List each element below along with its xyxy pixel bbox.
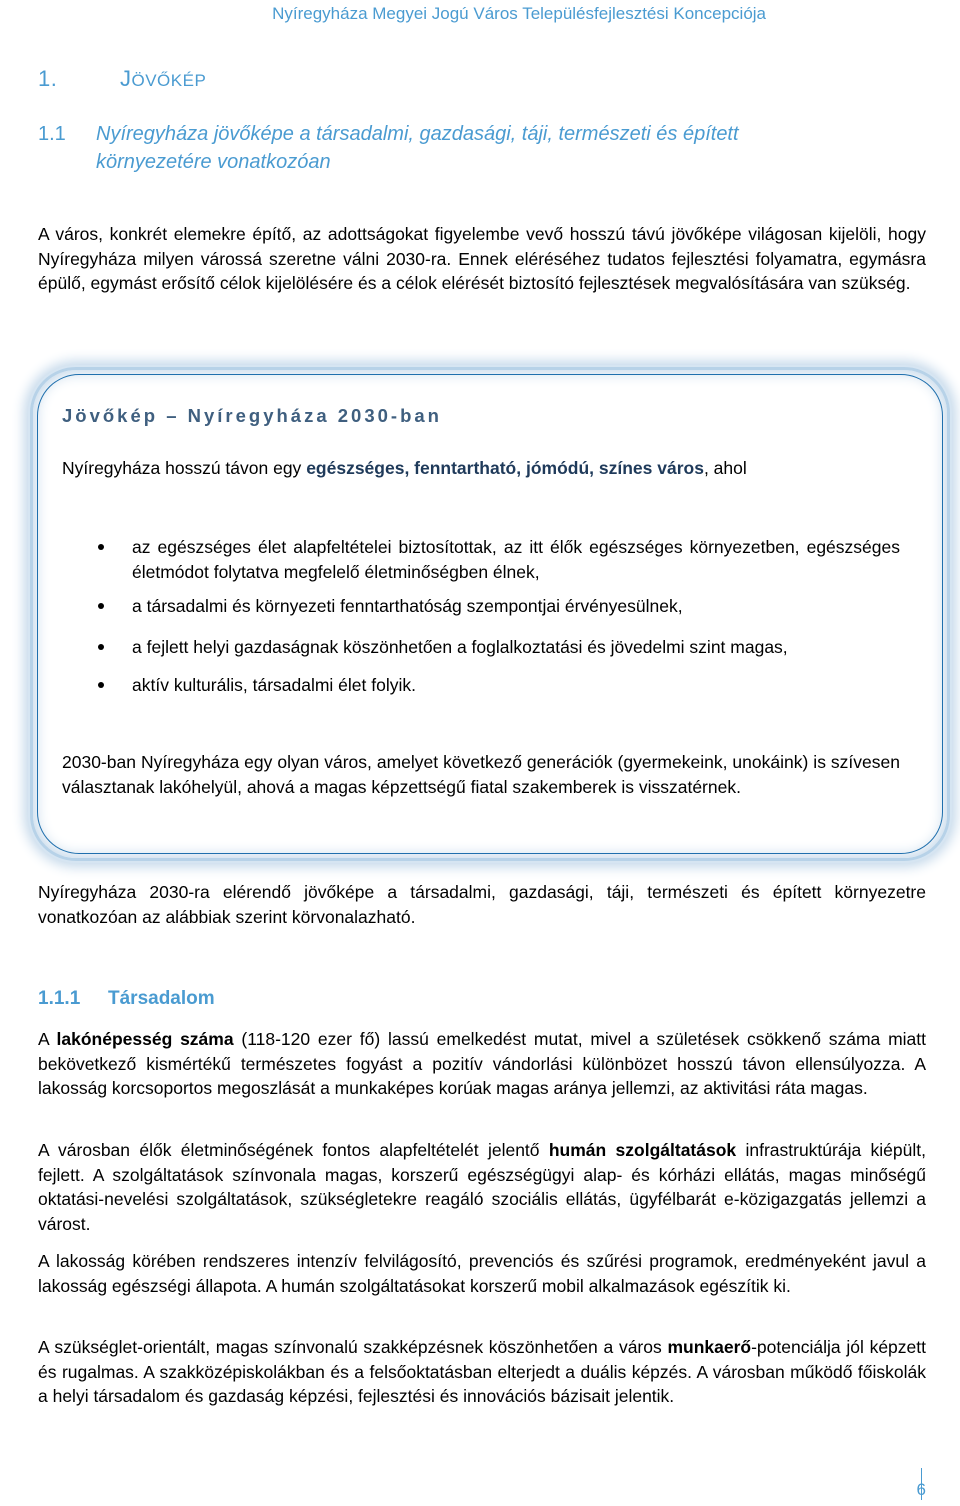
paragraph-human-services-block <box>38 1138 926 1236</box>
list-item <box>62 535 900 584</box>
vision-bullet-list <box>62 535 900 698</box>
text-run: A szükséglet-orientált, magas színvonalú szakképzésnek köszönhetően a város <box>38 1337 668 1357</box>
list-item-text: a fejlett helyi gazdaságnak köszönhetően a foglalkoztatási és jövedelmi szint magas, <box>132 636 788 657</box>
vision-lead-before: Nyíregyháza hosszú távon egy <box>62 458 302 478</box>
list-item-text: aktív kulturális, társadalmi élet folyik. <box>132 675 416 695</box>
section-title-line1: Nyíregyháza jövőképe a társadalmi, gazdasági, táji, természeti és épített <box>96 123 739 145</box>
vision-lead-after: , ahol <box>703 458 747 478</box>
intro-paragraph: A város, konkrét elemekre építő, az adottságokat figyelembe vevő hosszú távú jövőképe világosan kijelöli, hogy Nyíregyháza milyen várossá szeretne válni 2030-ra. Ennek eléréséhez tudatos fejlesztési folyamatra, egymásra épülő, egymást erősítő célok kijelölésére és a célok elérését biztosító fejlesztések megvalósítására van szükség. <box>38 224 926 293</box>
bullet-icon <box>98 544 104 550</box>
chapter-heading <box>38 66 206 92</box>
paragraph-prevention: A lakosság körében rendszeres intenzív felvilágosító, prevenciós és szűrési programok, eredményeként javul a lakosság egészségi állapota. A humán szolgáltatásokat korszerű mobil alkalmazások egészítik ki. <box>38 1251 926 1296</box>
chapter-title-initial: J <box>120 66 132 91</box>
vision-closing: 2030-ban Nyíregyháza egy olyan város, amelyet következő generációk (gyermekeink, unokáink) is szívesen választanak lakóhelyül, ahová a magas képzettségű fiatal szakemberek is visszatérnek. <box>62 752 900 797</box>
subsection-heading <box>38 988 215 1010</box>
paragraph-workforce <box>38 1335 926 1409</box>
bold-term: humán szolgáltatások <box>548 1140 737 1160</box>
subsection-number: 1.1.1 <box>38 988 81 1009</box>
paragraph-prevention-block <box>38 1249 926 1298</box>
paragraph-human-services <box>38 1138 926 1236</box>
text-run: -potenciálja jól képzett és rugalmas. A szakközépiskolákban és a felsőoktatásban elterjedt a duális képzés. A városban működő főiskolák a helyi társadalom és gazdaság képzési, fejlesztési és innovációs bázisait jelentik. <box>38 1337 926 1406</box>
vision-lead <box>62 456 900 481</box>
bullet-icon <box>98 603 104 609</box>
chapter-number: 1. <box>38 66 58 91</box>
text-run: A városban élők életminőségének fontos alapfeltételét jelentő <box>38 1140 549 1160</box>
list-item-text: a társadalmi és környezeti fenntarthatóság szempontjai érvényesülnek, <box>132 596 683 616</box>
after-box-paragraph: Nyíregyháza 2030-ra elérendő jövőképe a társadalmi, gazdasági, táji, természeti és épített környezetre vonatkozóan az alábbiak szerint körvonalazható. <box>38 882 926 927</box>
bold-term: lakónépesség száma <box>56 1029 234 1049</box>
paragraph-population-block <box>38 1027 926 1101</box>
bold-term: munkaerő <box>667 1337 752 1357</box>
after-box-paragraph-block <box>38 880 926 929</box>
list-item <box>62 635 900 660</box>
vision-title: Jövőkép – Nyíregyháza 2030-ban <box>62 405 442 426</box>
paragraph-population <box>38 1027 926 1101</box>
bullet-icon <box>98 682 104 688</box>
list-item <box>62 594 900 619</box>
page-number: 6 <box>916 1480 926 1499</box>
section-number: 1.1 <box>38 123 66 145</box>
running-header: Nyíregyháza Megyei Jogú Város Településfejlesztési Koncepciója <box>272 4 766 23</box>
paragraph-workforce-block <box>38 1335 926 1409</box>
section-heading <box>38 120 928 176</box>
vision-lead-block <box>62 456 900 481</box>
list-item-text: az egészséges élet alapfeltételei biztosítottak, az itt élők egészséges környezetben, egészséges életmódot folytatva megfelelő életminőségben élnek, <box>132 537 900 582</box>
chapter-title-rest: ÖVŐKÉP <box>131 71 207 90</box>
bullet-icon <box>98 644 104 650</box>
section-title-line2: környezetére vonatkozóan <box>96 151 331 173</box>
text-run: infrastruktúrája kiépült, fejlett. A szolgáltatások színvonala magas, korszerű egészségügyi alap- és kórházi ellátás, magas minőségű oktatási-nevelési szolgáltatások, szükségletekre reagáló szociális ellátás, ügyfélbarát e-közigazgatás jellemzi a várost. <box>38 1140 926 1234</box>
text-run: A <box>38 1029 57 1049</box>
vision-lead-bold: egészséges, fenntartható, jómódú, színes város <box>306 458 704 478</box>
vision-closing-block <box>62 750 900 799</box>
subsection-title: Társadalom <box>108 988 215 1009</box>
text-run: (118-120 ezer fő) lassú emelkedést mutat, mivel a születések csökkenő száma miatt bekövetkező kismértékű természetes fogyást a pozitív vándorlási különbözet hosszú távon ellensúlyozza. A lakosság korcsoportos megoszlását a munkaképes korúak magas aránya jellemzi, az aktivitási ráta magas. <box>38 1029 926 1098</box>
list-item <box>62 673 900 698</box>
intro-paragraph-block <box>38 222 926 296</box>
